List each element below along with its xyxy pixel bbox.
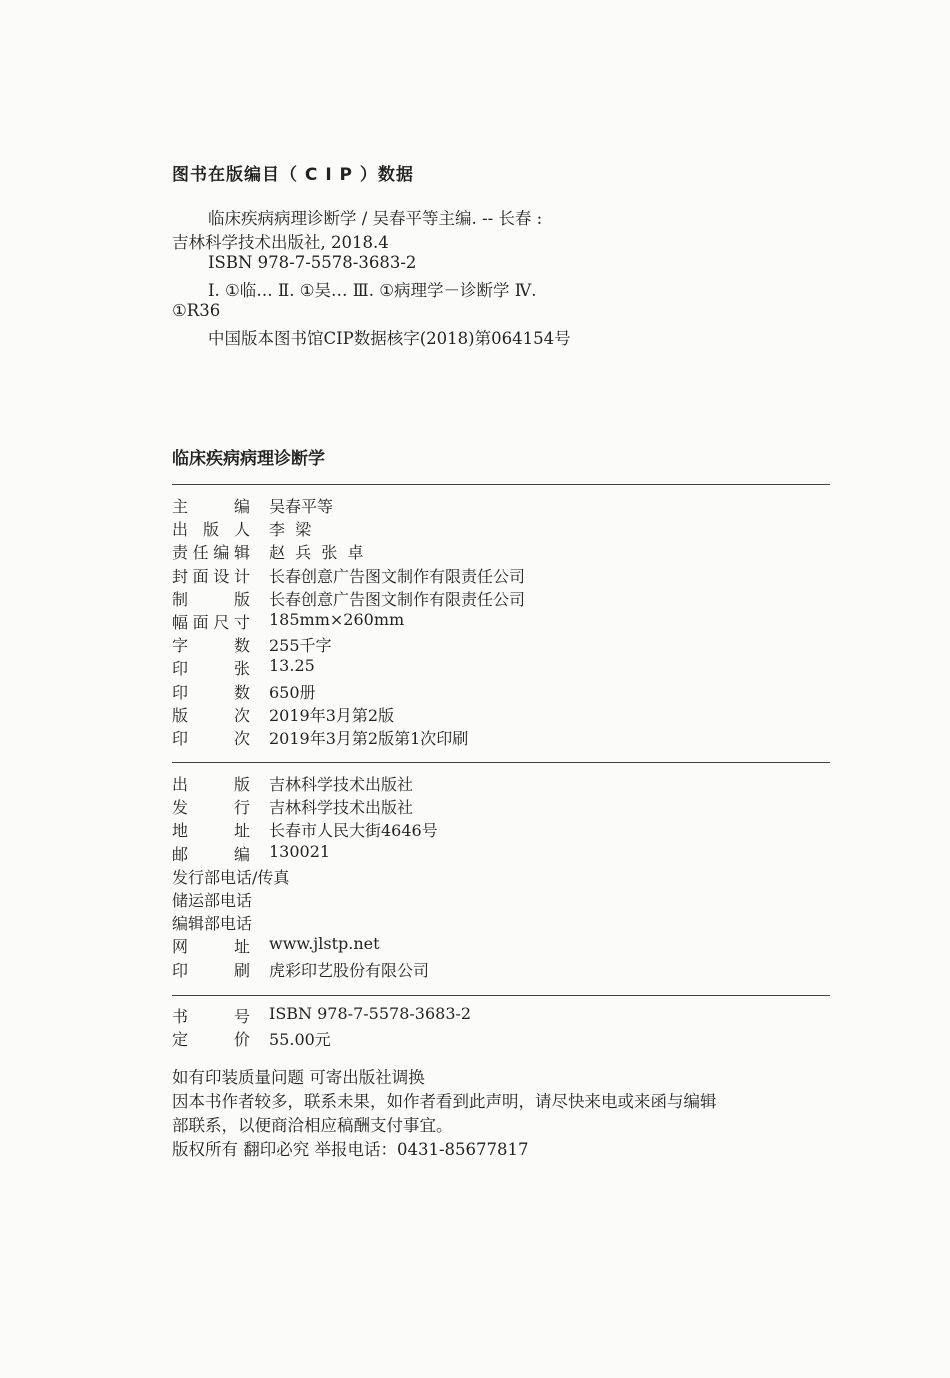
label-char: 编 (233, 497, 250, 516)
label-char: 址 (233, 821, 250, 841)
field-label (172, 1004, 250, 1027)
field-value: 长春创意广告图文制作有限责任公司 (269, 589, 526, 609)
field-value: 赵 兵 张 卓 (269, 543, 364, 563)
field-label: 编辑部电话 (172, 914, 253, 934)
field-label (172, 958, 250, 981)
label-char: 印 (172, 960, 189, 980)
book-title: 临床疾病病理诊断学 (172, 449, 325, 469)
label-char: 尺 (213, 613, 230, 632)
field-value: 李 梁 (269, 520, 312, 540)
field-label (172, 564, 250, 587)
label-char: 责 (172, 543, 189, 563)
field-label (172, 633, 250, 656)
field-label (172, 726, 250, 749)
label-char: 邮 (172, 844, 189, 864)
label-char: 编 (213, 543, 230, 563)
label-char: 版 (172, 705, 189, 725)
field-value: 2019年3月第2版第1次印刷 (269, 729, 469, 748)
field-label (172, 934, 250, 957)
label-char: 刷 (233, 960, 250, 980)
field-value: 13.25 (269, 656, 315, 676)
field-value: 吴春平等 (269, 497, 334, 516)
label-char: 价 (233, 1030, 250, 1050)
note-author-contact-cont: 部联系，以便商洽相应稿酬支付事宜。 (172, 1116, 453, 1135)
label-char: 址 (233, 937, 250, 957)
label-char: 张 (233, 659, 250, 679)
label-char: 面 (192, 613, 209, 632)
field-value: ISBN 978-7-5578-3683-2 (269, 1004, 472, 1023)
field-value: www.jlstp.net (269, 934, 380, 954)
field-value: 55.00元 (269, 1030, 331, 1050)
label-char: 出 (172, 520, 189, 540)
cip-line-publisher: 吉林科学技术出版社, 2018.4 (172, 233, 389, 252)
field-value: 130021 (269, 841, 331, 861)
label-char: 寸 (233, 613, 250, 632)
field-label (172, 517, 250, 540)
field-value: 吉林科学技术出版社 (269, 775, 414, 794)
label-char: 任 (192, 543, 209, 563)
field-value: 长春创意广告图文制作有限责任公司 (269, 566, 526, 586)
field-label (172, 842, 250, 865)
field-label (172, 494, 250, 517)
field-value: 255千字 (269, 636, 332, 656)
field-label: 储运部电话 (172, 891, 253, 910)
label-char: 数 (233, 682, 250, 702)
label-char: 次 (233, 705, 250, 725)
field-value: 虎彩印艺股份有限公司 (269, 960, 430, 980)
label-char: 字 (172, 636, 189, 656)
field-label (172, 772, 250, 795)
divider-rule (172, 995, 830, 996)
label-char: 主 (172, 497, 189, 516)
label-char: 编 (233, 844, 250, 864)
label-char: 面 (192, 566, 209, 586)
label-char: 设 (213, 566, 230, 586)
field-label (172, 610, 250, 633)
field-value: 185mm×260mm (269, 610, 405, 629)
label-char: 人 (233, 520, 250, 540)
label-char: 制 (172, 589, 189, 609)
field-value: 吉林科学技术出版社 (269, 798, 414, 818)
field-label (172, 703, 250, 726)
label-char: 版 (202, 520, 219, 540)
cip-line-clc: ①R36 (172, 301, 221, 320)
cip-line-isbn: ISBN 978-7-5578-3683-2 (208, 253, 417, 272)
field-value: 2019年3月第2版 (269, 705, 395, 725)
label-char: 号 (233, 1007, 250, 1026)
label-char: 幅 (172, 613, 189, 632)
cip-line-title: 临床疾病病理诊断学 / 吴春平等主编. -- 长春 : (208, 209, 543, 228)
label-char: 印 (172, 729, 189, 748)
label-char: 版 (233, 775, 250, 794)
field-label (172, 656, 250, 679)
cip-line-classification: Ⅰ. ①临… Ⅱ. ①吴… Ⅲ. ①病理学－诊断学 Ⅳ. (208, 281, 537, 300)
label-char: 数 (233, 636, 250, 656)
note-copyright: 版权所有 翻印必究 举报电话：0431-85677817 (172, 1140, 529, 1159)
field-label (172, 1027, 250, 1050)
field-label (172, 587, 250, 610)
label-char: 网 (172, 937, 189, 957)
label-char: 书 (172, 1007, 189, 1026)
field-label (172, 540, 250, 563)
label-char: 出 (172, 775, 189, 794)
label-char: 印 (172, 682, 189, 702)
field-label (172, 818, 250, 841)
divider-rule (172, 762, 830, 763)
label-char: 地 (172, 821, 189, 841)
label-char: 辑 (233, 543, 250, 563)
cip-line-record-number: 中国版本图书馆CIP数据核字(2018)第064154号 (208, 329, 571, 348)
label-char: 印 (172, 659, 189, 679)
note-author-contact: 因本书作者较多，联系未果，如作者看到此声明，请尽快来电或来函与编辑 (172, 1092, 717, 1111)
label-char: 封 (172, 566, 189, 586)
label-char: 行 (233, 798, 250, 818)
field-label (172, 795, 250, 818)
field-label: 发行部电话/传真 (172, 867, 290, 887)
field-label (172, 680, 250, 703)
label-char: 次 (233, 729, 250, 748)
note-print-quality: 如有印装质量问题 可寄出版社调换 (172, 1068, 425, 1087)
field-value: 650册 (269, 682, 316, 702)
field-value: 长春市人民大街4646号 (269, 821, 438, 841)
divider-rule (172, 484, 830, 485)
label-char: 发 (172, 798, 189, 818)
label-char: 版 (233, 589, 250, 609)
label-char: 计 (233, 566, 250, 586)
cip-heading: 图书在版编目（ C I P ）数据 (172, 165, 414, 185)
label-char: 定 (172, 1030, 189, 1050)
